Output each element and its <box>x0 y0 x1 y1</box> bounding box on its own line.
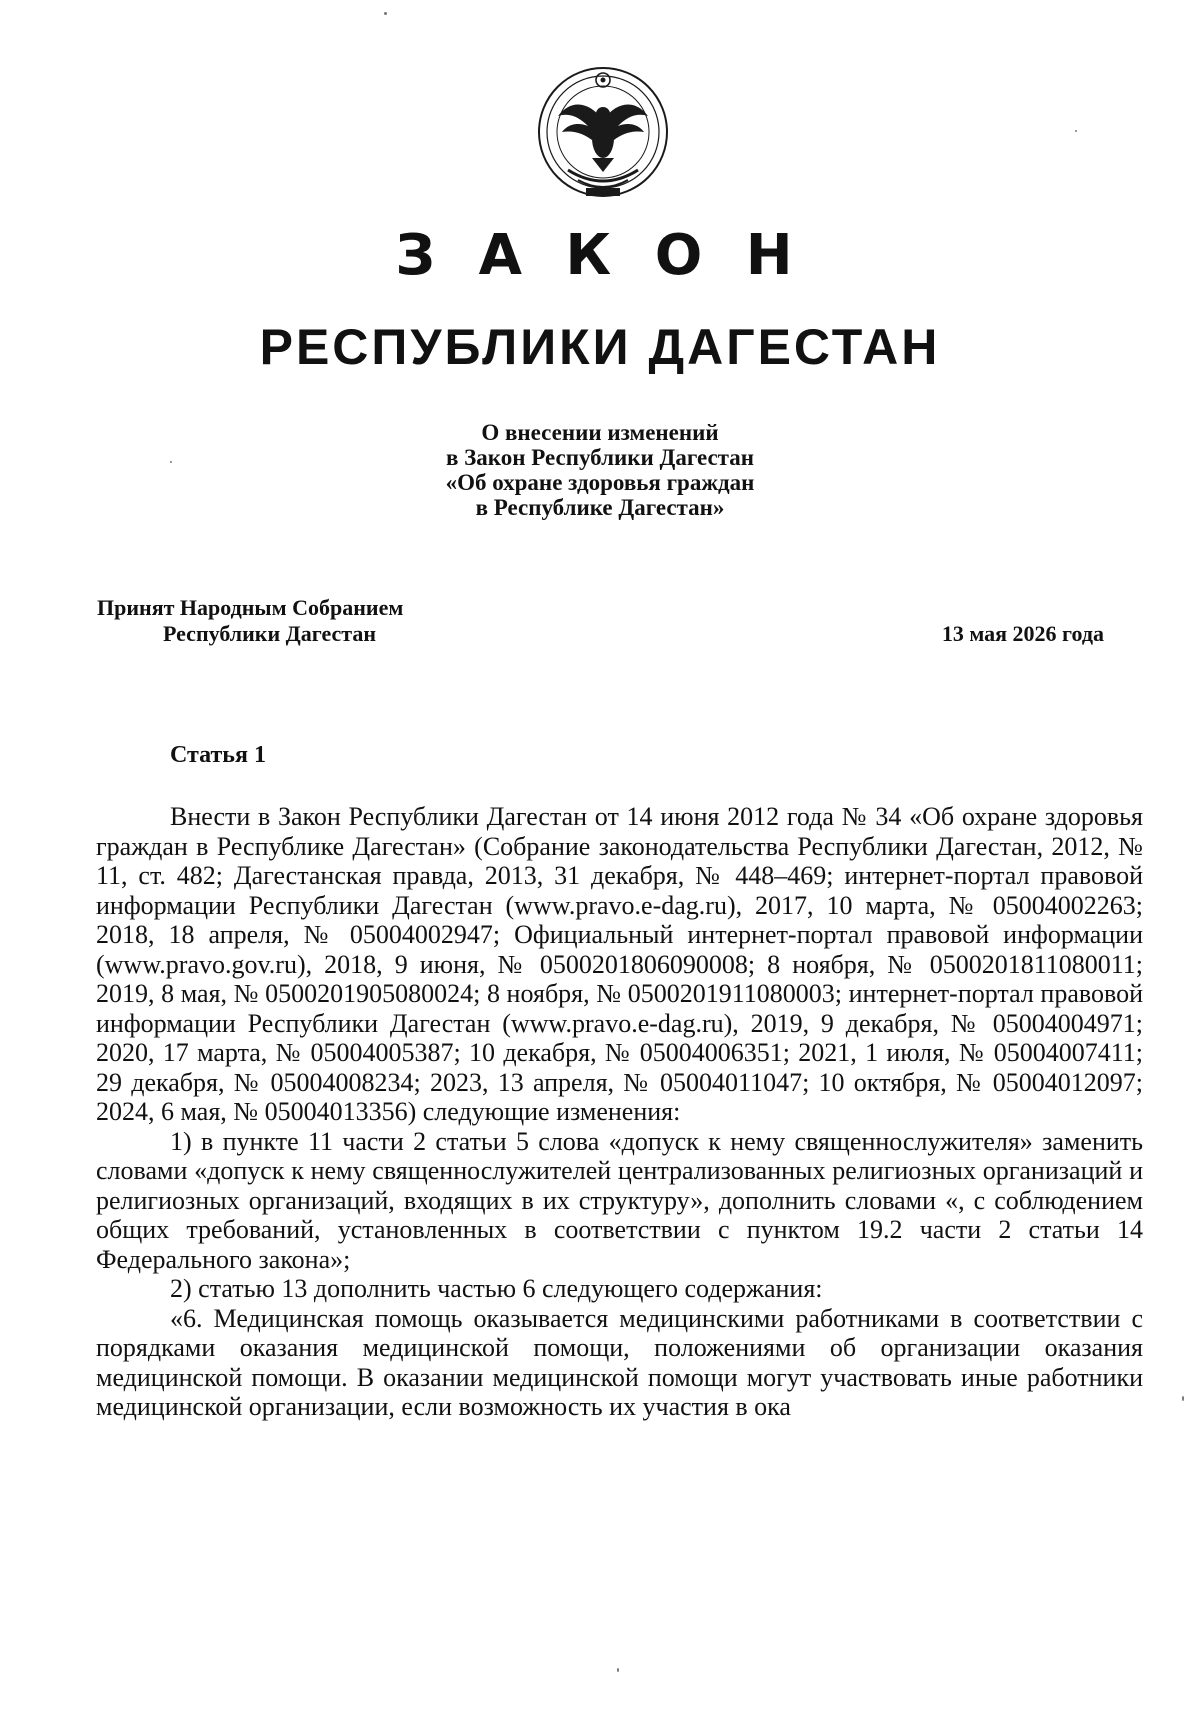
adoption-line: Республики Дагестан <box>163 621 377 646</box>
adoption-block <box>97 595 403 647</box>
adoption-line: Принят Народным Собранием <box>97 595 404 620</box>
scan-speck <box>1182 1396 1184 1401</box>
article-body <box>96 802 1143 1422</box>
article-paragraph: Внести в Закон Республики Дагестан от 14 июня 2012 года № 34 «Об охране здоровья граждан в Республике Дагестан» (Собрание законодательства Республики Дагестан, 2012, № 11, ст. 482; Дагестанская правда, 2013, 31 декабря, № 448–469; интернет-портал правовой информации Республики Дагестан (www.pravo.e-dag.ru), 2017, 10 марта, № 05004002263; 2018, 18 апреля, № 05004002947; Официальный интернет-портал правовой информации (www.pravo.gov.ru), 2018, 9 июня, № 0500201806090008; 8 ноября, № 0500201811080011; 2019, 8 мая, № 0500201905080024; 8 ноября, № 0500201911080003; интернет-портал правовой информации Республики Дагестан (www.pravo.e-dag.ru), 2019, 9 декабря, № 05004004971; 2020, 17 марта, № 05004005387; 10 декабря, № 05004006351; 2021, 1 июля, № 05004007411; 29 декабря, № 05004008234; 2023, 13 апреля, № 05004011047; 10 октября, № 05004012097; 2024, 6 мая, № 05004013356) следующие изменения: <box>96 802 1143 1126</box>
article-paragraph: «6. Медицинская помощь оказывается медицинскими работниками в соответствии с порядками оказания медицинской помощи, положениями об организации оказания медицинской помощи. В оказании медицинской помощи могут участвовать иные работники медицинской организации, если возможность их участия в ока <box>96 1303 1143 1421</box>
dagestan-coat-of-arms-icon <box>528 60 678 210</box>
subject-line: в Республике Дагестан» <box>475 495 725 520</box>
scan-speck <box>170 461 172 463</box>
law-title: З А К О Н <box>395 223 805 288</box>
subject-line: О внесении изменений <box>481 420 719 445</box>
law-republic-heading: РЕСПУБЛИКИ ДАГЕСТАН <box>259 319 941 375</box>
subject-line: в Закон Республики Дагестан <box>446 445 754 470</box>
scan-speck <box>1075 130 1077 132</box>
scan-speck <box>617 1668 619 1672</box>
scan-speck <box>384 12 387 15</box>
subject-line: «Об охране здоровья граждан <box>445 470 755 495</box>
article-paragraph: 1) в пункте 11 части 2 статьи 5 слова «допуск к нему священнослужителя» заменить словами «допуск к нему священнослужителей централизованных религиозных организаций и религиозных организаций, входящих в их структуру», дополнить словами «, с соблюдением общих требований, установленных в соответствии с пунктом 19.2 части 2 статьи 14 Федерального закона»; <box>96 1126 1143 1274</box>
law-subject <box>0 420 1200 520</box>
article-heading: Статья 1 <box>170 742 266 768</box>
article-paragraph: 2) статью 13 дополнить частью 6 следующего содержания: <box>170 1274 823 1303</box>
adoption-date: 13 мая 2026 года <box>941 621 1104 646</box>
